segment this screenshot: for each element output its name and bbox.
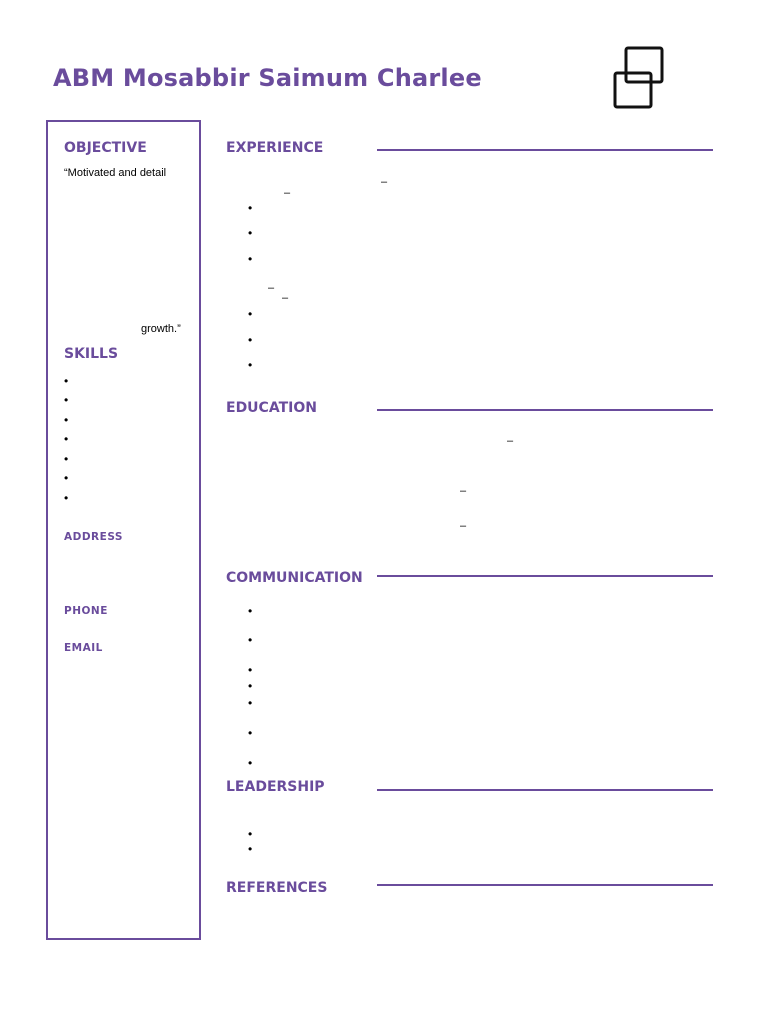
skills-bullet: • [64, 413, 69, 427]
date-dash: – [381, 176, 388, 188]
experience-divider [377, 149, 713, 151]
skills-bullet: • [64, 393, 69, 407]
overlapping-squares-icon [612, 45, 666, 111]
date-dash: – [507, 435, 514, 447]
address-heading: ADDRESS [64, 531, 123, 543]
education-divider [377, 409, 713, 411]
date-dash: – [460, 520, 467, 532]
skills-bullet: • [64, 374, 69, 388]
resume-name: ABM Mosabbir Saimum Charlee [53, 64, 482, 92]
communication-bullet: • [248, 726, 253, 740]
leadership-heading: LEADERSHIP [226, 779, 325, 795]
skills-heading: SKILLS [64, 346, 119, 362]
communication-bullet: • [248, 663, 253, 677]
sidebar-frame [46, 120, 201, 940]
skills-bullet: • [64, 471, 69, 485]
objective-heading: OBJECTIVE [64, 140, 147, 156]
references-heading: REFERENCES [226, 880, 328, 896]
skills-bullet: • [64, 452, 69, 466]
objective-text-end: growth.” [141, 323, 181, 335]
leadership-divider [377, 789, 713, 791]
communication-bullet: • [248, 604, 253, 618]
date-dash: – [284, 187, 291, 199]
communication-bullet: • [248, 696, 253, 710]
date-dash: – [268, 282, 275, 294]
communication-bullet: • [248, 756, 253, 770]
experience-bullet: • [248, 252, 253, 266]
communication-bullet: • [248, 679, 253, 693]
date-dash: – [460, 485, 467, 497]
phone-heading: PHONE [64, 605, 108, 617]
email-heading: EMAIL [64, 642, 103, 654]
skills-bullet: • [64, 491, 69, 505]
references-divider [377, 884, 713, 886]
experience-bullet: • [248, 358, 253, 372]
leadership-bullet: • [248, 842, 253, 856]
date-dash: – [282, 292, 289, 304]
communication-divider [377, 575, 713, 577]
objective-text-start: “Motivated and detail [64, 167, 167, 179]
experience-bullet: • [248, 307, 253, 321]
communication-heading: COMMUNICATION [226, 570, 363, 586]
experience-heading: EXPERIENCE [226, 140, 324, 156]
education-heading: EDUCATION [226, 400, 317, 416]
skills-bullet: • [64, 432, 69, 446]
experience-bullet: • [248, 226, 253, 240]
experience-bullet: • [248, 333, 253, 347]
experience-bullet: • [248, 201, 253, 215]
communication-bullet: • [248, 633, 253, 647]
leadership-bullet: • [248, 827, 253, 841]
